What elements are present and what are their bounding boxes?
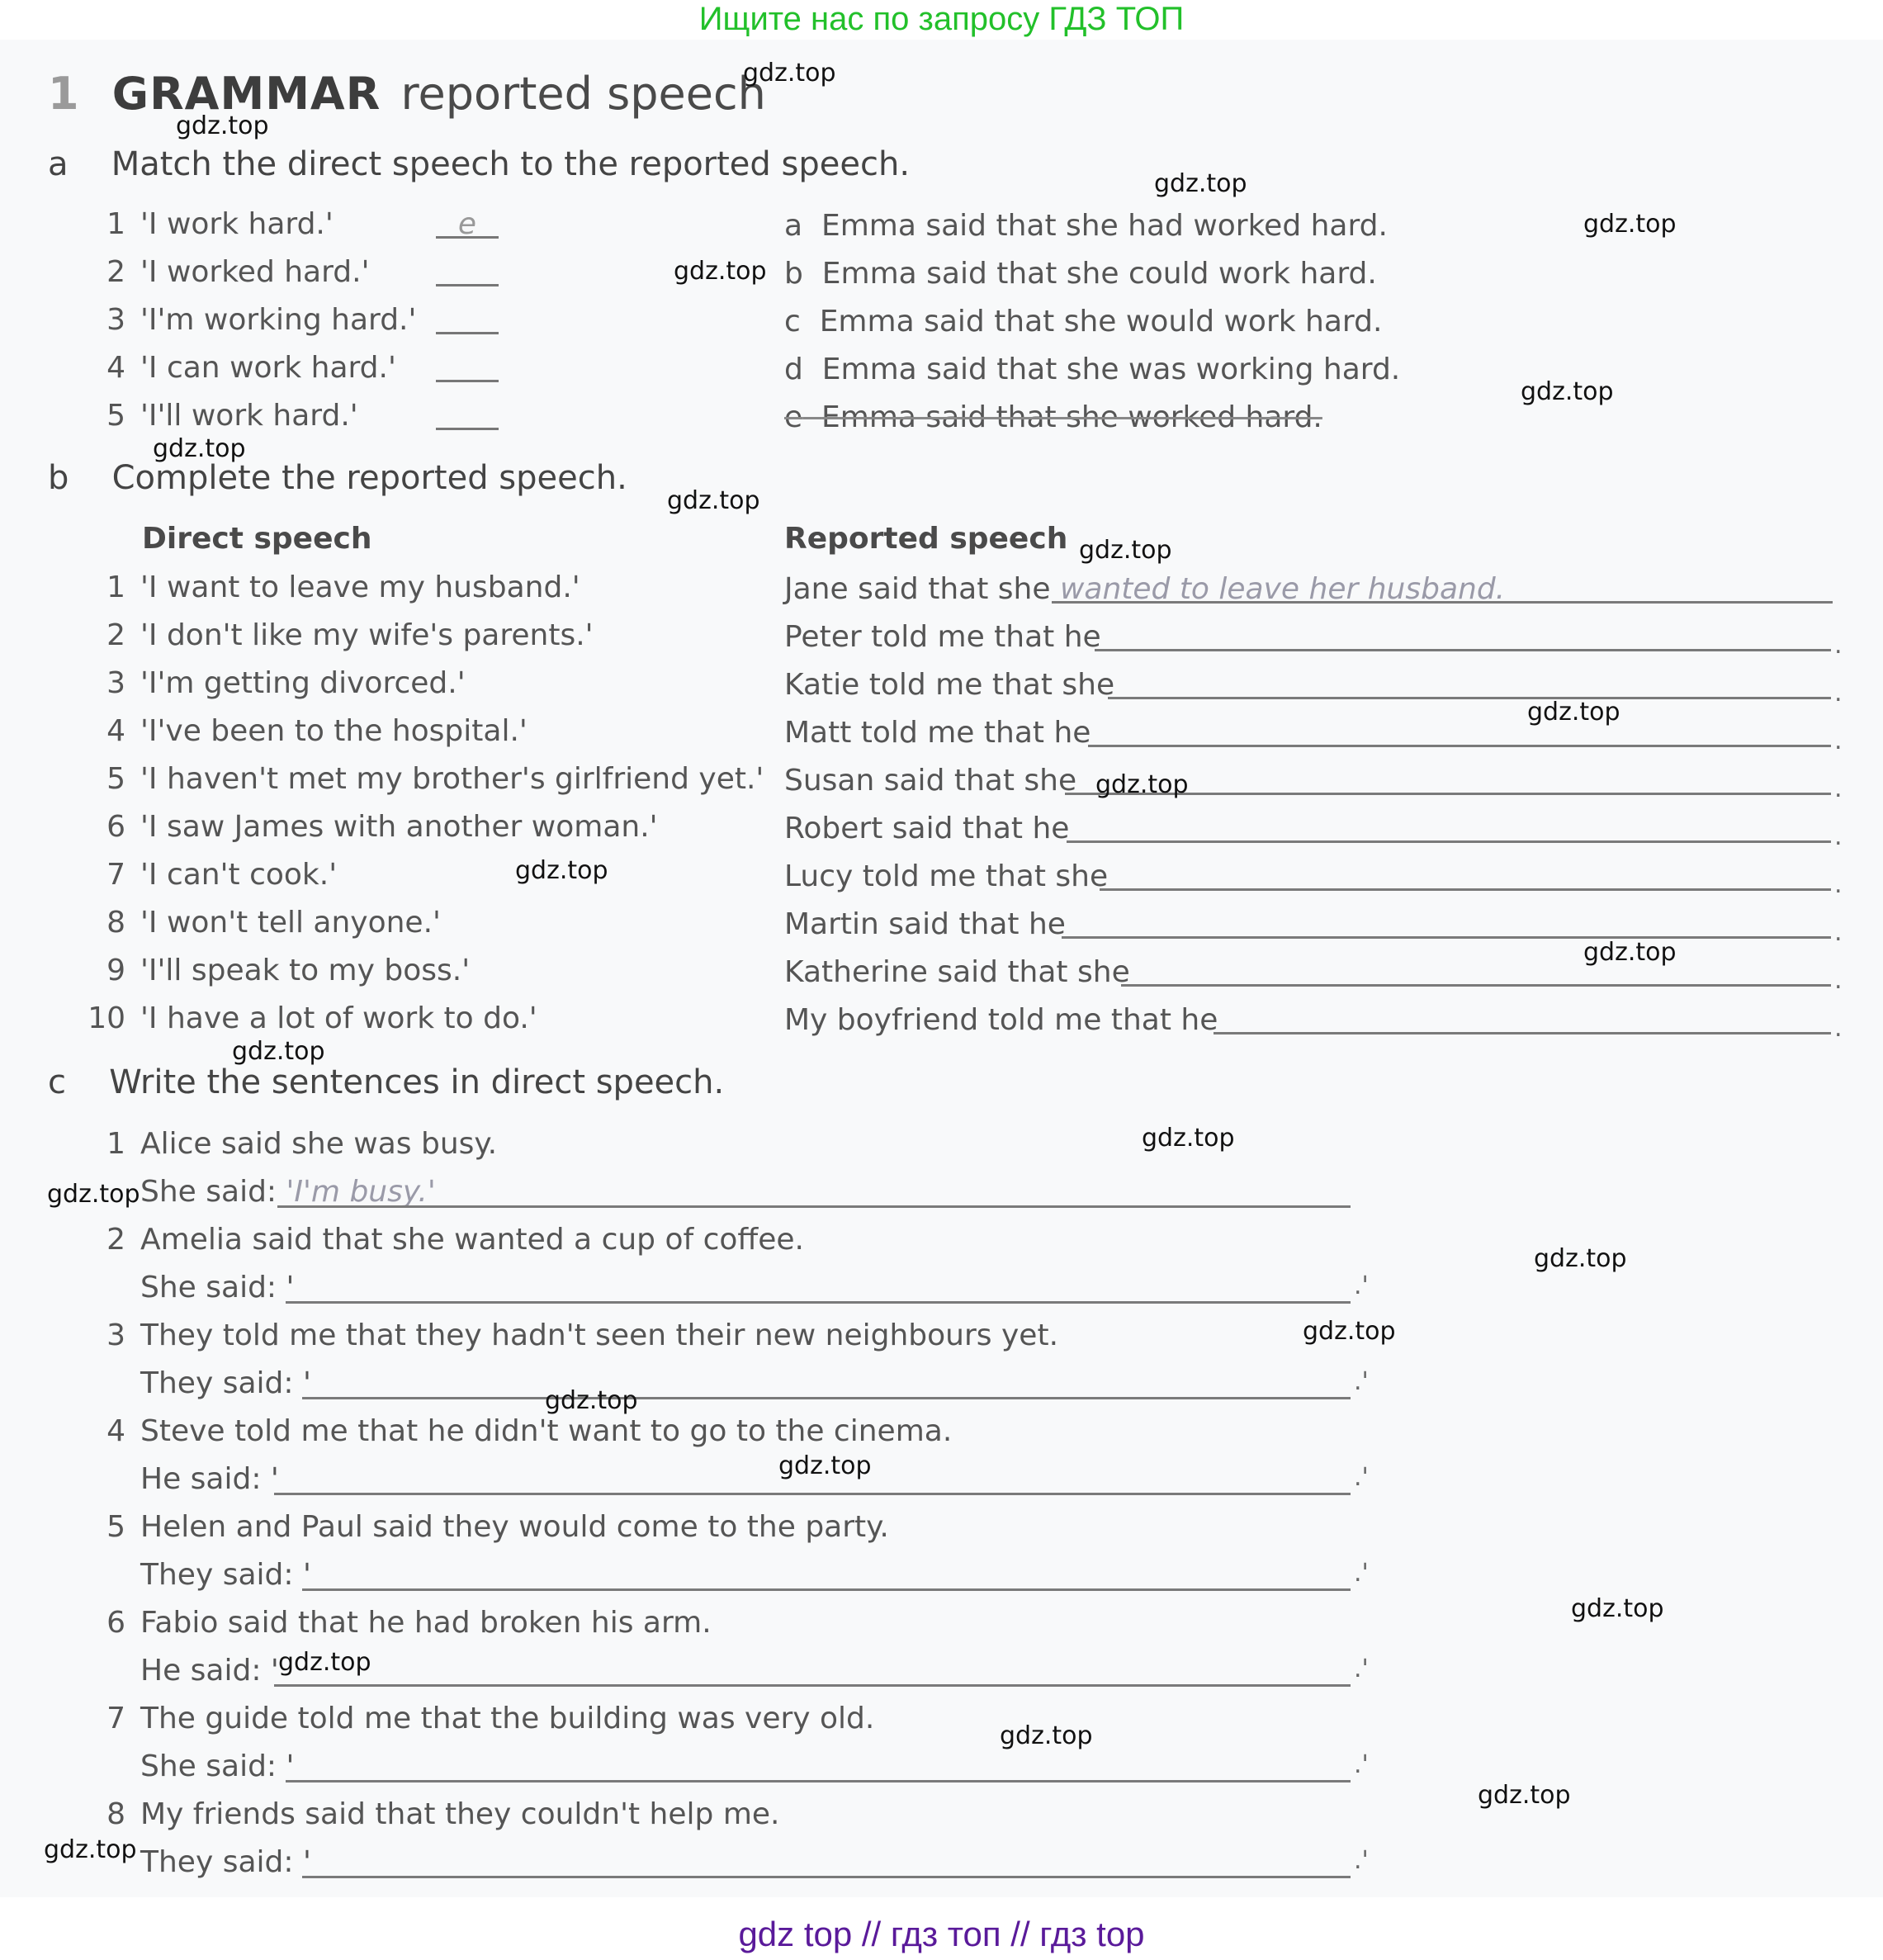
direct-task-7: 7 The guide told me that the building was very old. [106, 1702, 875, 1735]
match-item: 4 'I can work hard.' [106, 351, 396, 385]
direct-task-2: 2 Amelia said that she wanted a cup of coffee. [106, 1223, 804, 1257]
watermark: gdz.top [1000, 1721, 1093, 1750]
watermark: gdz.top [1478, 1781, 1571, 1810]
direct-row-7: 7 'I can't cook.' [106, 858, 338, 892]
reported-answer-line-8[interactable] [1062, 936, 1831, 939]
direct-prompt-5: They said: ' [140, 1558, 311, 1592]
direct-row-1: 1 'I want to leave my husband.' [106, 570, 580, 604]
direct-prompt-3: They said: ' [140, 1366, 311, 1400]
direct-task-1: 1 Alice said she was busy. [106, 1127, 498, 1161]
direct-row-8: 8 'I won't tell anyone.' [106, 906, 441, 940]
reported-stem-6: Robert said that he [784, 812, 1070, 845]
watermark: gdz.top [515, 856, 608, 885]
reported-answer-line-10[interactable] [1214, 1032, 1831, 1034]
section-b-letter: b [48, 459, 69, 497]
watermark: gdz.top [1527, 698, 1620, 727]
reported-stem-2: Peter told me that he [784, 620, 1101, 654]
direct-answer-line-3[interactable] [302, 1397, 1351, 1399]
title-topic: reported speech [400, 68, 766, 120]
match-answer-blank-4[interactable] [436, 350, 499, 382]
watermark: gdz.top [674, 257, 767, 286]
direct-answer-line-8[interactable] [302, 1876, 1351, 1878]
watermark: gdz.top [1154, 169, 1247, 198]
match-item: 3 'I'm working hard.' [106, 303, 417, 337]
footer-watermark: gdz top // гдз топ // гдз top [738, 1915, 1145, 1953]
section-b-instruction: Complete the reported speech. [111, 459, 627, 497]
reported-option-e-struck: e Emma said that she worked hard. [784, 400, 1322, 434]
direct-answer-line-2[interactable] [286, 1301, 1351, 1304]
watermark: gdz.top [153, 434, 246, 463]
watermark: gdz.top [778, 1451, 872, 1480]
reported-answer-line-6[interactable] [1067, 840, 1831, 843]
watermark: gdz.top [1521, 377, 1614, 406]
watermark: gdz.top [1571, 1594, 1664, 1623]
section-b-header [48, 459, 627, 497]
reported-stem-5: Susan said that she [784, 764, 1077, 798]
direct-task-6: 6 Fabio said that he had broken his arm. [106, 1606, 712, 1640]
direct-answer-line-5[interactable] [302, 1588, 1351, 1591]
direct-row-2: 2 'I don't like my wife's parents.' [106, 618, 594, 652]
reported-stem-10: My boyfriend told me that he [784, 1003, 1218, 1037]
direct-answer-line-1[interactable] [277, 1205, 1351, 1208]
reported-option-a: a Emma said that she had worked hard. [784, 209, 1388, 243]
match-item: 1 'I work hard.' [106, 207, 334, 241]
direct-answer-line-7[interactable] [286, 1780, 1351, 1782]
direct-task-4: 4 Steve told me that he didn't want to go to the cinema. [106, 1414, 953, 1448]
watermark: gdz.top [176, 111, 269, 140]
reported-answer-line-3[interactable] [1108, 697, 1831, 699]
section-a-instruction: Match the direct speech to the reported speech. [111, 145, 911, 183]
watermark: gdz.top [545, 1386, 638, 1415]
reported-answer-line-7[interactable] [1100, 888, 1831, 891]
section-c-instruction: Write the sentences in direct speech. [109, 1063, 725, 1101]
section-a-header [48, 145, 910, 183]
reported-stem-4: Matt told me that he [784, 716, 1091, 750]
watermark: gdz.top [44, 1835, 137, 1864]
direct-speech-header: Direct speech [142, 522, 372, 556]
direct-row-5: 5 'I haven't met my brother's girlfriend yet.' [106, 762, 764, 796]
section-c-header [48, 1063, 724, 1101]
watermark: gdz.top [1142, 1124, 1235, 1153]
watermark: gdz.top [278, 1648, 371, 1677]
direct-answer-1: 'I'm busy.' [286, 1175, 436, 1209]
exercise-number: 1 [48, 68, 79, 120]
reported-speech-header: Reported speech [784, 522, 1068, 556]
watermark: gdz.top [1095, 770, 1189, 799]
direct-row-3: 3 'I'm getting divorced.' [106, 666, 466, 700]
direct-prompt-2: She said: ' [140, 1271, 295, 1304]
reported-answer-line-9[interactable] [1121, 984, 1831, 987]
match-answer-blank-2[interactable] [436, 254, 499, 286]
reported-stem-1: Jane said that she wanted to leave her husband. [784, 572, 1506, 606]
direct-prompt-7: She said: ' [140, 1749, 295, 1783]
reported-answer-line-2[interactable] [1095, 649, 1831, 651]
watermark: gdz.top [1079, 536, 1172, 565]
exercise-title [48, 68, 766, 120]
watermark: gdz.top [47, 1180, 140, 1209]
reported-option-d: d Emma said that she was working hard. [784, 353, 1401, 386]
watermark: gdz.top [1583, 210, 1677, 239]
direct-prompt-8: They said: ' [140, 1845, 311, 1879]
watermark: gdz.top [667, 486, 760, 515]
reported-option-c: c Emma said that she would work hard. [784, 305, 1383, 339]
direct-row-6: 6 'I saw James with another woman.' [106, 810, 658, 844]
direct-prompt-4: He said: ' [140, 1462, 279, 1496]
direct-answer-line-4[interactable] [274, 1493, 1351, 1495]
watermark: gdz.top [1303, 1317, 1396, 1346]
direct-row-4: 4 'I've been to the hospital.' [106, 714, 528, 748]
top-banner: Ищите нас по запросу ГДЗ ТОП [698, 1, 1185, 37]
reported-option-b: b Emma said that she could work hard. [784, 257, 1377, 291]
match-item: 5 'I'll work hard.' [106, 399, 358, 433]
reported-answer-1: wanted to leave her husband. [1059, 572, 1506, 606]
watermark: gdz.top [743, 59, 836, 88]
watermark: gdz.top [1534, 1244, 1627, 1273]
direct-row-10: 10 'I have a lot of work to do.' [88, 1001, 537, 1035]
match-answer-blank-3[interactable] [436, 302, 499, 334]
section-c-letter: c [48, 1063, 66, 1101]
reported-stem-8: Martin said that he [784, 907, 1066, 941]
watermark: gdz.top [1583, 938, 1677, 967]
direct-prompt-6: He said: ' [140, 1654, 279, 1688]
match-answer-blank-5[interactable] [436, 398, 499, 430]
direct-task-8: 8 My friends said that they couldn't help me. [106, 1797, 780, 1831]
direct-answer-line-6[interactable] [274, 1684, 1351, 1687]
reported-answer-line-4[interactable] [1088, 745, 1831, 747]
direct-task-3: 3 They told me that they hadn't seen their new neighbours yet. [106, 1319, 1059, 1352]
direct-task-5: 5 Helen and Paul said they would come to the party. [106, 1510, 889, 1544]
watermark: gdz.top [232, 1037, 325, 1066]
reported-stem-3: Katie told me that she [784, 668, 1115, 702]
reported-stem-7: Lucy told me that she [784, 859, 1109, 893]
reported-stem-9: Katherine said that she [784, 955, 1130, 989]
direct-row-9: 9 'I'll speak to my boss.' [106, 954, 471, 987]
reported-answer-line-1[interactable] [1052, 601, 1833, 604]
direct-prompt-1: She said: 'I'm busy.' [140, 1175, 436, 1209]
title-grammar: GRAMMAR [111, 68, 381, 120]
section-a-letter: a [48, 145, 69, 183]
match-item: 2 'I worked hard.' [106, 255, 370, 289]
match-answer-blank-1[interactable]: e [436, 206, 499, 239]
